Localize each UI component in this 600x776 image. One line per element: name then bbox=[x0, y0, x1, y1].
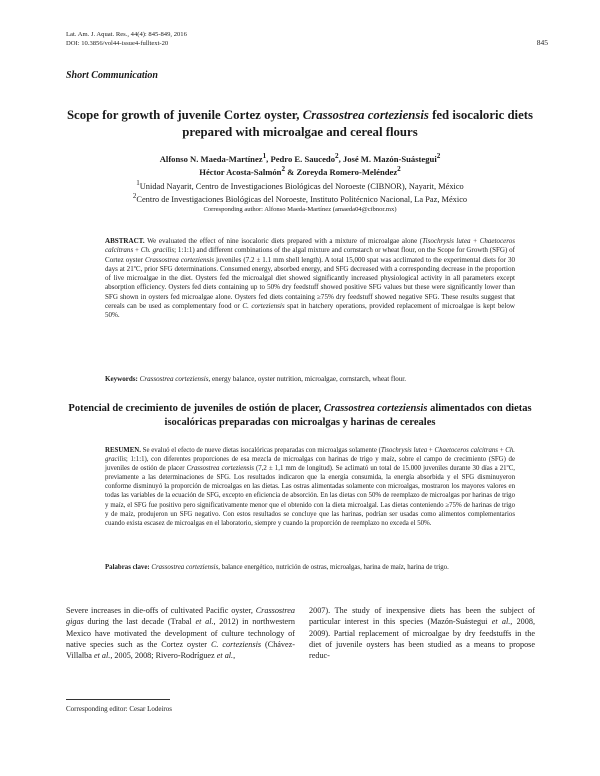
keywords: Keywords: Crassostrea corteziensis, energy balance, oyster nutrition, microalgae, cornstarch, wheat flour. bbox=[105, 375, 407, 383]
affiliation-2: $^2$Centro de Investigaciones Biológicas del Noroeste, Instituto Politécnico Nacional, La Paz, México bbox=[132, 192, 468, 204]
page-number: 845 bbox=[536, 38, 548, 47]
corresponding-editor: Corresponding editor: Cesar Lodeiros bbox=[66, 705, 172, 713]
body-column-left: Severe increases in die-offs of cultivated Pacific oyster, Crassostrea gigas during the last decade (Trabal et al., 2012) in northwestern Mexico have motivated the development of culture technology of native species such as the Cortez oyster C. corteziensis (Chávez-Villalba et al., 2005, 2008; Rivero-Rodríguez et al., bbox=[66, 606, 296, 661]
journal-citation: Lat. Am. J. Aquat. Res., 44(4): 845-849, 2016 bbox=[66, 31, 187, 38]
authors-line-1: Alfonso N. Maeda-Martínez$^1$, Pedro E. Saucedo$^2$, José M. Mazón-Suástegui$^2$ bbox=[159, 152, 441, 164]
section-label: Short Communication bbox=[66, 70, 158, 81]
authors-line-2: Héctor Acosta-Salmón$^2$ & Zoreyda Romero-Meléndez$^2$ bbox=[199, 165, 401, 177]
affiliation-1: $^1$Unidad Nayarit, Centro de Investigaciones Biológicas del Noroeste (CIBNOR), Nayarit, México bbox=[136, 179, 464, 191]
doi-line: DOI: 10.3856/vol44-issue4-fulltext-20 bbox=[66, 40, 169, 47]
spanish-title: Potencial de crecimiento de juveniles de ostión de placer, Crassostrea corteziensis alimentados con dietas isocalóricas preparadas con microalgas y harinas de cereales bbox=[68, 403, 532, 428]
footnote-rule bbox=[66, 699, 170, 700]
article-title: Scope for growth of juvenile Cortez oyster, Crassostrea corteziensis fed isocaloric diets prepared with microalgae and cereal flours bbox=[66, 108, 534, 139]
body-column-right: 2007). The study of inexpensive diets has been the subject of particular interest in this species (Mazón-Suástegui et al., 2008, 2009). Partial replacement of microalgae by dry feedstuffs in the diet of juvenile oysters has been studied as a means to propose reduc- bbox=[309, 606, 535, 661]
abstract: ABSTRACT. We evaluated the effect of nine isocaloric diets prepared with a mixture of microalgae alone (Tisochrysis lutea + Chaetoceros calcitrans + Ch. gracilis; 1:1:1) and different combinations of the algal mixture and cornstarch or wheat flour, on the Scope for Growth (SFG) of Cortez oyster Crassostrea corteziensis juveniles (7.2 ± 1.1 mm shell length). A total 15,000 spat was acclimated to the experimental diets for 30 days at 21ºC, prior SFG determinations. Consumed energy, absorbed energy, and SFG decreased with a corresponding decrease in the proportion of live microalgae in the diet. Oysters fed the microalgal diet showed significantly increased physiological activity in all parameters except absorption efficiency. Oysters fed diets containing up to 50% dry feedstuff showed positive SFG values but these were significantly lower than SFG shown in oysters fed microalgae alone. Oysters fed diets containing ≥75% dry feedstuff showed negative SFG. These results suggest that cereals can be used as complementary food or C. corteziensis spat in hatchery operations, provided replacement of microalgae is kept below 50%. bbox=[105, 237, 516, 319]
palabras-clave: Palabras clave: Crassostrea corteziensis, balance energético, nutrición de ostras, microalgas, harina de maíz, harina de trigo. bbox=[105, 564, 449, 571]
corresponding-author: Corresponding author: Alfonso Maeda-Martínez (amaeda04@cibnor.mx) bbox=[203, 206, 397, 213]
title-species: Crassostrea corteziensis bbox=[302, 108, 429, 122]
resumen: RESUMEN. Se evaluó el efecto de nueve dietas isocalóricas preparadas con microalgas solamente (Tisochrysis lutea + Chaetoceros calcitrans + Ch. gracilis; 1:1:1), con diferentes proporciones de esa mezcla de microalgas con harinas de trigo y maíz, sobre el campo de crecimiento (SFG) de juveniles de ostión de placer Crassostrea corteziensis (7,2 ± 1,1 mm de longitud). Se aclimató un total de 15.000 juveniles durante 30 días a 21ºC, previamente a las determinaciones de SFG. Los resultados indicaron que la energía consumida, la energía absorbida y el SFG disminuyeron conforme disminuyó la proporción de microalgas en las dietas. Las ostras alimentadas solamente con microalgas, mostraron los mayores valores en todas las variables de la ecuación de SFG, excepto en eficiencia de absorción. En las dietas con 50% de reemplazo de microalgas por harinas de trigo y maíz, el SFG fue positivo pero significativamente menor que el obtenido con la dieta microalgal. Las dietas conteniendo ≥75% de harinas de trigo y de maíz, produjeron un SFG negativo. Con estos resultados se concluye que las harinas, podrían ser usadas como alimentos complementarios cuando exista escasez de microalgas en el laboratorio, siempre y cuando la proporción de reemplazo no exceda el 50%. bbox=[105, 447, 515, 527]
